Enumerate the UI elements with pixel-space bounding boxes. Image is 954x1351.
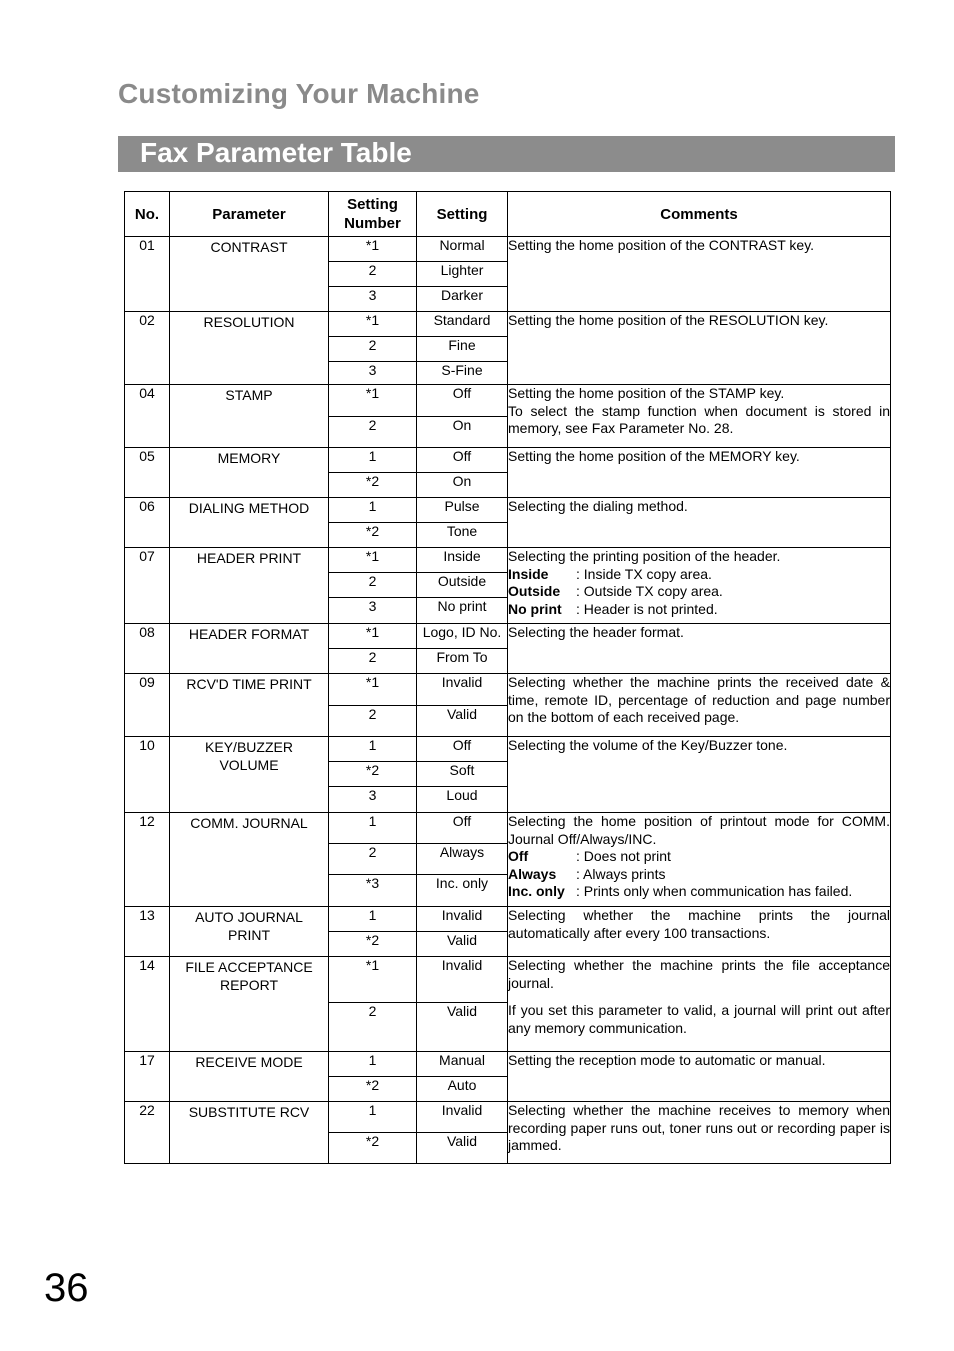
- comment-text: Setting the reception mode to automatic or manual.: [508, 1052, 826, 1068]
- comment-text: Selecting whether the machine prints the file acceptance journal.: [508, 957, 890, 991]
- param-number: 01: [125, 237, 170, 312]
- param-number: 14: [125, 957, 170, 1052]
- comment-option: [508, 583, 890, 601]
- param-number: 07: [125, 548, 170, 624]
- setting-value: Valid: [417, 1003, 508, 1052]
- option-key: Inside: [508, 565, 549, 582]
- setting-value: Valid: [417, 706, 508, 737]
- option-desc: : Inside TX copy area.: [576, 565, 712, 582]
- param-name: MEMORY: [170, 448, 329, 498]
- param-comment: [508, 312, 891, 385]
- setting-number: *1: [329, 957, 417, 1003]
- setting-number: 1: [329, 1102, 417, 1133]
- param-comment: [508, 448, 891, 498]
- setting-number: 2: [329, 417, 417, 448]
- param-number: 02: [125, 312, 170, 385]
- setting-number: *1: [329, 237, 417, 262]
- param-comment: [508, 498, 891, 548]
- setting-value: Loud: [417, 787, 508, 813]
- setting-number: 1: [329, 498, 417, 523]
- setting-value: Invalid: [417, 674, 508, 706]
- table-row: [125, 1102, 891, 1133]
- comment-option: [508, 866, 890, 884]
- table-row: [125, 312, 891, 337]
- setting-value: On: [417, 473, 508, 498]
- setting-value: Soft: [417, 762, 508, 787]
- param-number: 09: [125, 674, 170, 737]
- setting-value: Auto: [417, 1077, 508, 1102]
- table-row: [125, 813, 891, 844]
- comment-text: Selecting whether the machine prints the received date & time, remote ID, percentage of reduction and page number on the bottom of each received page.: [508, 674, 890, 725]
- comment-option: [508, 848, 890, 866]
- comment-option: [508, 601, 890, 619]
- setting-number: 2: [329, 1003, 417, 1052]
- setting-value: Inside: [417, 548, 508, 573]
- setting-value: Invalid: [417, 907, 508, 932]
- param-name: HEADER FORMAT: [170, 624, 329, 674]
- comment-text: To select the stamp function when document is stored in memory, see Fax Parameter No. 28.: [508, 402, 890, 436]
- option-key: Off: [508, 848, 529, 864]
- setting-value: Valid: [417, 932, 508, 957]
- setting-value: Valid: [417, 1133, 508, 1164]
- header-parameter: Parameter: [170, 192, 329, 237]
- param-name: RESOLUTION: [170, 312, 329, 385]
- param-name: HEADER PRINT: [170, 548, 329, 624]
- setting-value: Invalid: [417, 1102, 508, 1133]
- table-header-row: [125, 192, 891, 237]
- setting-value: Off: [417, 737, 508, 762]
- setting-value: From To: [417, 649, 508, 674]
- setting-value: S-Fine: [417, 362, 508, 385]
- param-name: COMM. JOURNAL: [170, 813, 329, 907]
- param-name: AUTO JOURNAL PRINT: [170, 907, 329, 957]
- param-number: 13: [125, 907, 170, 957]
- setting-number: 1: [329, 448, 417, 473]
- setting-number: *2: [329, 1133, 417, 1164]
- setting-number: *1: [329, 624, 417, 649]
- table-row: [125, 548, 891, 573]
- param-comment: [508, 237, 891, 312]
- param-number: 04: [125, 385, 170, 448]
- table-row: [125, 737, 891, 762]
- setting-value: Pulse: [417, 498, 508, 523]
- setting-value: On: [417, 417, 508, 448]
- setting-number: 3: [329, 598, 417, 624]
- section-title: Customizing Your Machine: [118, 78, 480, 109]
- param-name: FILE ACCEPTANCE REPORT: [170, 957, 329, 1052]
- comment-option: [508, 883, 890, 901]
- param-comment: [508, 1102, 891, 1164]
- setting-number: 2: [329, 337, 417, 362]
- setting-number: 2: [329, 262, 417, 287]
- option-key: Outside: [508, 583, 561, 599]
- setting-value: Tone: [417, 523, 508, 548]
- param-name: DIALING METHOD: [170, 498, 329, 548]
- option-desc: : Header is not printed.: [576, 600, 718, 617]
- comment-option: [508, 566, 890, 584]
- setting-number: 1: [329, 907, 417, 932]
- setting-number: *2: [329, 473, 417, 498]
- setting-value: Off: [417, 385, 508, 417]
- setting-value: Fine: [417, 337, 508, 362]
- param-number: 05: [125, 448, 170, 498]
- comment-text: Selecting the header format.: [508, 624, 684, 640]
- setting-value: Darker: [417, 287, 508, 312]
- param-comment: [508, 548, 891, 624]
- setting-number: 2: [329, 573, 417, 598]
- param-name: KEY/BUZZER VOLUME: [170, 737, 329, 813]
- comment-text: Setting the home position of the STAMP key.: [508, 385, 785, 401]
- setting-number: 3: [329, 787, 417, 813]
- setting-number: *1: [329, 312, 417, 337]
- setting-number: 2: [329, 649, 417, 674]
- comment-text: Selecting the volume of the Key/Buzzer tone.: [508, 737, 788, 753]
- setting-value: Normal: [417, 237, 508, 262]
- setting-number: *3: [329, 875, 417, 907]
- setting-number: 2: [329, 706, 417, 737]
- setting-number: 1: [329, 737, 417, 762]
- param-comment: [508, 674, 891, 737]
- param-number: 12: [125, 813, 170, 907]
- banner-title: Fax Parameter Table: [140, 137, 412, 168]
- param-comment: [508, 907, 891, 957]
- header-no: No.: [125, 192, 170, 237]
- table-row: [125, 1052, 891, 1077]
- table-row: [125, 907, 891, 932]
- setting-value: Off: [417, 813, 508, 844]
- setting-number: 3: [329, 287, 417, 312]
- comment-text: Selecting whether the machine receives to memory when recording paper runs out, toner runs out or recording paper is jammed.: [508, 1102, 890, 1153]
- setting-value: Off: [417, 448, 508, 473]
- setting-number: 3: [329, 362, 417, 385]
- option-desc: : Always prints: [576, 865, 666, 882]
- setting-number: *1: [329, 385, 417, 417]
- param-comment: [508, 957, 891, 1052]
- param-comment: [508, 624, 891, 674]
- header-setting: Setting: [417, 192, 508, 237]
- setting-number: *2: [329, 523, 417, 548]
- comment-text: Setting the home position of the RESOLUTION key.: [508, 312, 829, 328]
- setting-value: Outside: [417, 573, 508, 598]
- param-name: RCV'D TIME PRINT: [170, 674, 329, 737]
- param-name: CONTRAST: [170, 237, 329, 312]
- param-number: 08: [125, 624, 170, 674]
- table-row: [125, 674, 891, 706]
- setting-number: 2: [329, 844, 417, 875]
- comment-text: Setting the home position of the MEMORY key.: [508, 448, 800, 464]
- setting-number: *2: [329, 932, 417, 957]
- param-comment: [508, 813, 891, 907]
- setting-value: Inc. only: [417, 875, 508, 907]
- setting-value: Manual: [417, 1052, 508, 1077]
- setting-number: 1: [329, 813, 417, 844]
- param-name: SUBSTITUTE RCV: [170, 1102, 329, 1164]
- param-comment: [508, 1052, 891, 1102]
- comment-text: If you set this parameter to valid, a journal will print out after any memory communication.: [508, 1002, 890, 1036]
- setting-value: No print: [417, 598, 508, 624]
- table-row: [125, 624, 891, 649]
- fax-parameter-table: [124, 191, 891, 1164]
- setting-value: Always: [417, 844, 508, 875]
- option-key: No print: [508, 600, 562, 617]
- param-number: 17: [125, 1052, 170, 1102]
- page-number: 36: [44, 1266, 89, 1310]
- comment-text: Selecting the home position of printout mode for COMM. Journal Off/Always/INC.: [508, 813, 890, 847]
- param-comment: [508, 385, 891, 448]
- table-row: [125, 448, 891, 473]
- table-row: [125, 237, 891, 262]
- header-setting-number: Setting Number: [329, 192, 417, 237]
- table-row: [125, 498, 891, 523]
- option-desc: : Prints only when communication has failed.: [576, 883, 853, 899]
- option-desc: : Outside TX copy area.: [576, 583, 723, 599]
- comment-text: Selecting whether the machine prints the journal automatically after every 100 transactions.: [508, 907, 890, 941]
- comment-text: Selecting the printing position of the header.: [508, 548, 781, 564]
- setting-number: *2: [329, 762, 417, 787]
- setting-number: *1: [329, 674, 417, 706]
- setting-value: Invalid: [417, 957, 508, 1003]
- setting-value: Standard: [417, 312, 508, 337]
- param-name: RECEIVE MODE: [170, 1052, 329, 1102]
- setting-value: Lighter: [417, 262, 508, 287]
- option-key: Inc. only: [508, 883, 565, 899]
- param-number: 06: [125, 498, 170, 548]
- param-number: 10: [125, 737, 170, 813]
- setting-number: 1: [329, 1052, 417, 1077]
- param-name: STAMP: [170, 385, 329, 448]
- param-number: 22: [125, 1102, 170, 1164]
- title-banner: [118, 136, 895, 172]
- table-row: [125, 957, 891, 1003]
- setting-number: *1: [329, 548, 417, 573]
- comment-text: Selecting the dialing method.: [508, 498, 688, 514]
- param-comment: [508, 737, 891, 813]
- header-comments: Comments: [508, 192, 891, 237]
- option-desc: : Does not print: [576, 848, 671, 864]
- option-key: Always: [508, 865, 557, 882]
- table-row: [125, 385, 891, 417]
- setting-number: *2: [329, 1077, 417, 1102]
- setting-value: Logo, ID No.: [417, 624, 508, 649]
- comment-text: Setting the home position of the CONTRAST key.: [508, 237, 815, 253]
